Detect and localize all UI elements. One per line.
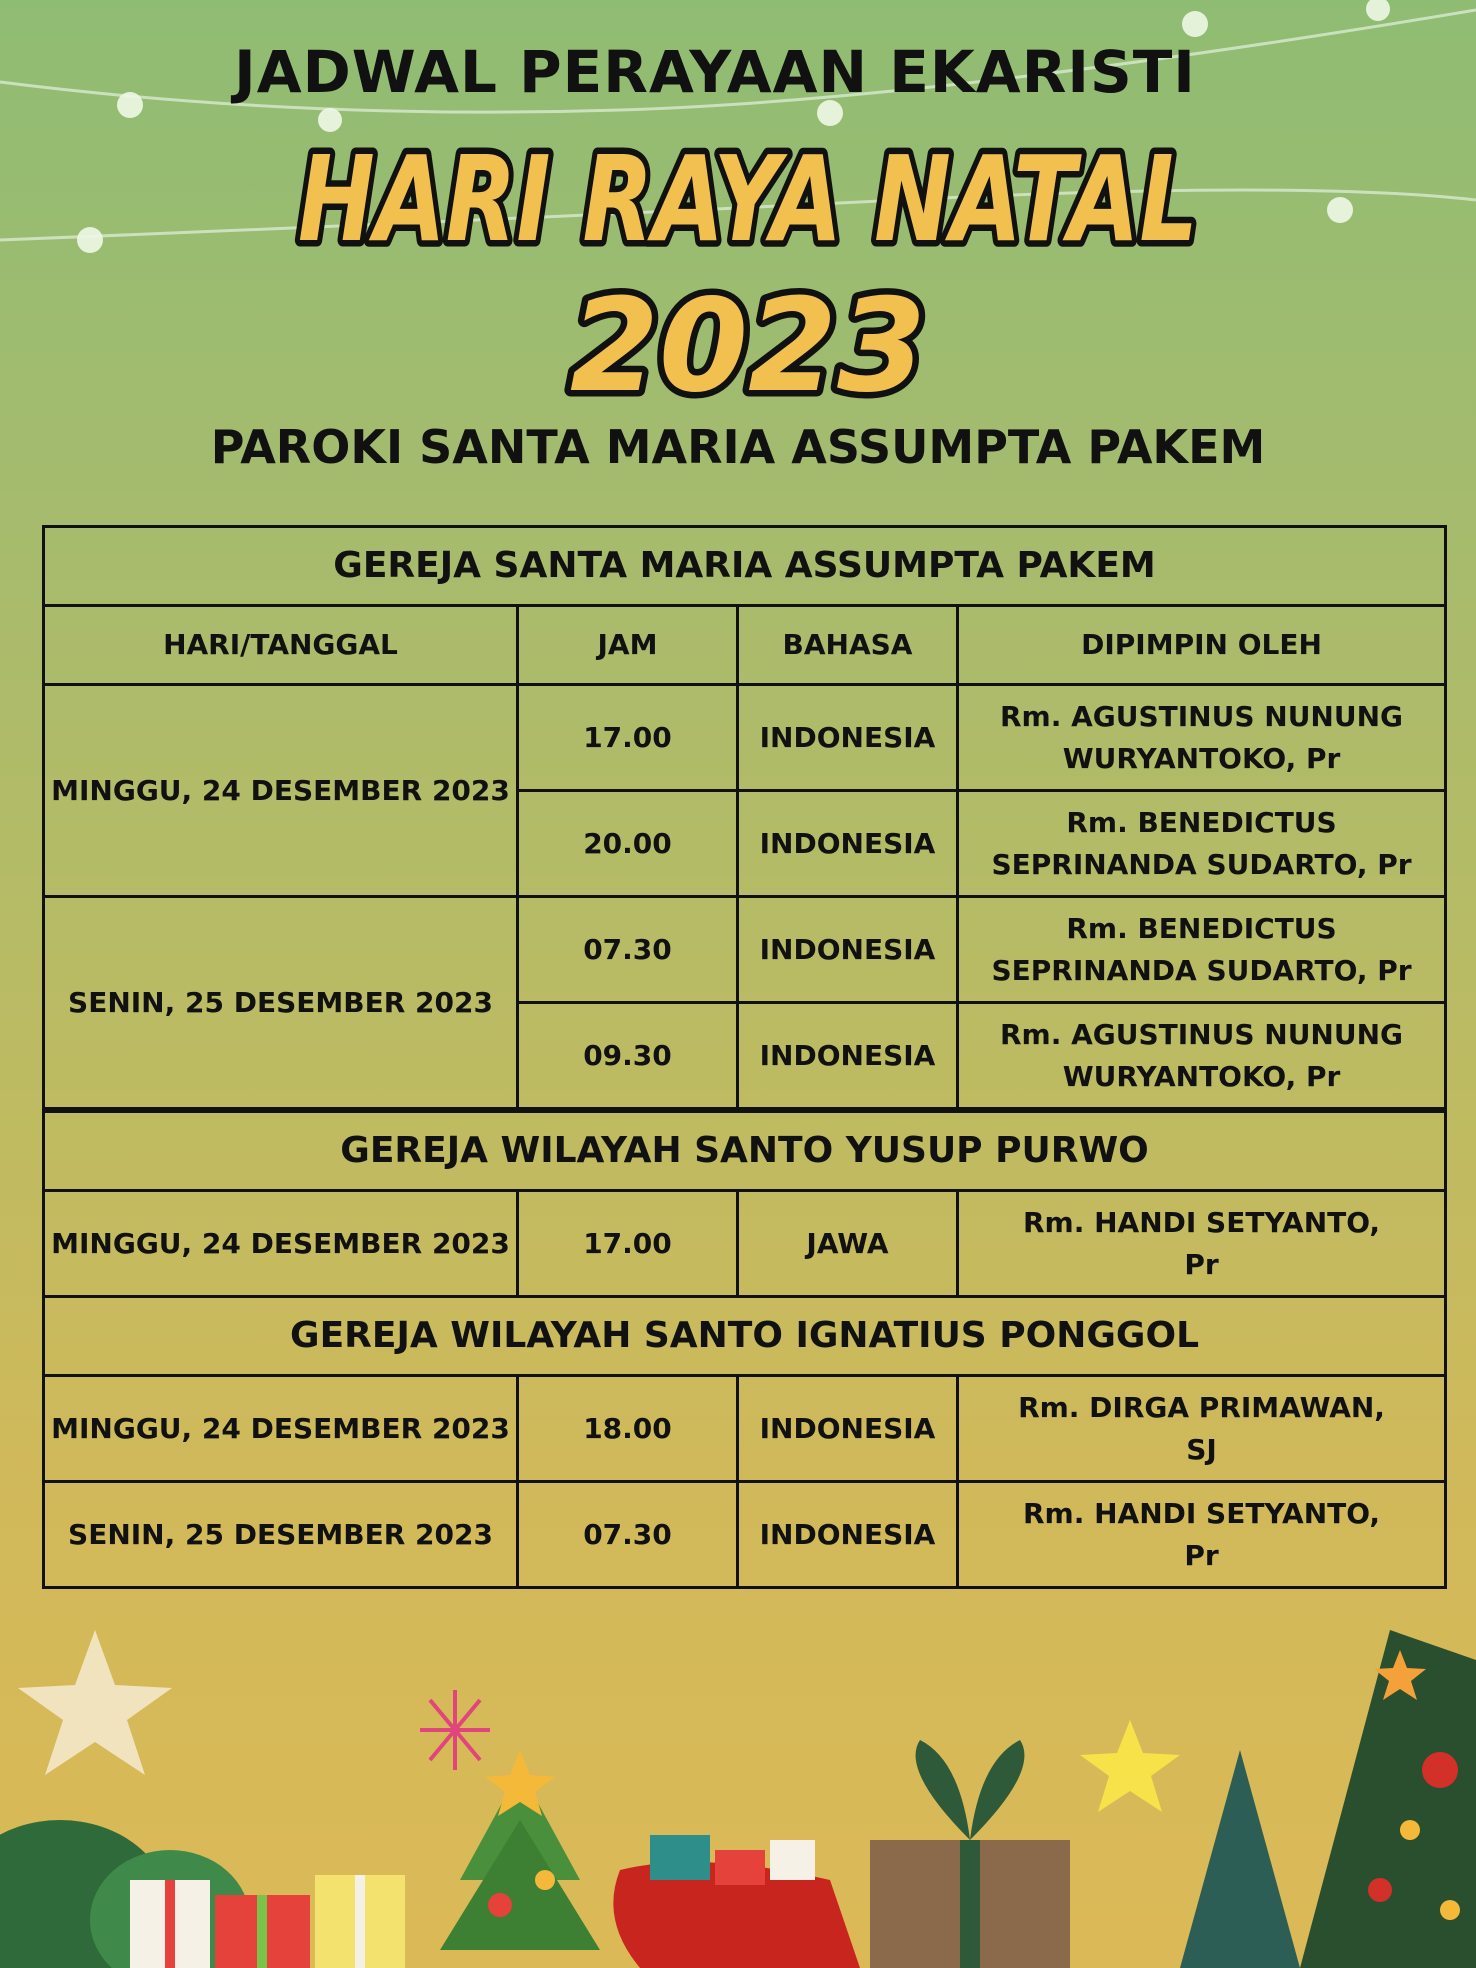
date-cell: MINGGU, 24 DESEMBER 2023 [44,1191,518,1297]
celebrant-cell [958,897,1446,1003]
column-header-date: HARI/TANGGAL [44,606,518,685]
celebrant-cell [958,1376,1446,1482]
language-cell: INDONESIA [738,791,958,897]
parish-name: PAROKI SANTA MARIA ASSUMPTA PAKEM [210,420,1266,474]
celebrant-cell [958,1482,1446,1588]
christmas-decoration-illustration [0,1620,1476,1968]
language-cell: INDONESIA [738,685,958,791]
celebrant-line: Pr [1184,1247,1219,1281]
column-header-language: BAHASA [738,606,958,685]
time-cell: 09.30 [518,1003,738,1111]
language-cell: INDONESIA [738,897,958,1003]
church-header: GEREJA WILAYAH SANTO IGNATIUS PONGGOL [44,1297,1446,1376]
celebrant-line: Pr [1184,1538,1219,1572]
time-cell: 17.00 [518,1191,738,1297]
firework-icon [420,1690,490,1770]
language-cell: JAWA [738,1191,958,1297]
time-cell: 07.30 [518,1482,738,1588]
date-cell: MINGGU, 24 DESEMBER 2023 [44,685,518,897]
celebrant-cell [958,685,1446,791]
column-header-time: JAM [518,606,738,685]
celebrant-line: SEPRINANDA SUDARTO, Pr [991,847,1412,881]
celebrant-cell [958,791,1446,897]
time-cell: 17.00 [518,685,738,791]
time-cell: 18.00 [518,1376,738,1482]
time-cell: 07.30 [518,897,738,1003]
christmas-tree-icon [440,1750,600,1950]
event-title-logo [0,125,1476,425]
time-cell: 20.00 [518,791,738,897]
wrapped-present-icon [870,1740,1070,1968]
celebrant-line: Rm. AGUSTINUS NUNUNG [999,1017,1404,1051]
christmas-tree-right [1180,1630,1476,1968]
column-header-celebrant: DIPIMPIN OLEH [958,606,1446,685]
celebrant-cell [958,1191,1446,1297]
celebrant-line: Rm. BENEDICTUS [1066,911,1337,945]
yellow-star-icon [1080,1720,1180,1812]
celebrant-line: Rm. AGUSTINUS NUNUNG [999,699,1404,733]
church-header: GEREJA WILAYAH SANTO YUSUP PURWO [44,1110,1446,1191]
celebrant-line: WURYANTOKO, Pr [1062,741,1341,775]
church-header: GEREJA SANTA MARIA ASSUMPTA PAKEM [44,527,1446,606]
date-cell: MINGGU, 24 DESEMBER 2023 [44,1376,518,1482]
celebrant-line: WURYANTOKO, Pr [1062,1059,1341,1093]
title-line-1: HARI RAYA NATAL [298,130,1198,268]
title-line-2: 2023 [569,272,927,421]
celebrant-line: Rm. BENEDICTUS [1066,805,1337,839]
gift-boxes-icon [130,1875,405,1968]
celebrant-cell [958,1003,1446,1111]
celebrant-line: SJ [1186,1432,1217,1466]
celebrant-line: Rm. HANDI SETYANTO, [1022,1205,1381,1239]
celebrant-line: Rm. DIRGA PRIMAWAN, [1018,1390,1385,1424]
celebrant-line: SEPRINANDA SUDARTO, Pr [991,953,1412,987]
schedule-heading: JADWAL PERAYAAN EKARISTI [234,38,1196,106]
language-cell: INDONESIA [738,1376,958,1482]
pine-branches-left [0,1820,250,1968]
star-icon [18,1630,172,1775]
date-cell: SENIN, 25 DESEMBER 2023 [44,1482,518,1588]
language-cell: INDONESIA [738,1003,958,1111]
language-cell: INDONESIA [738,1482,958,1588]
sleigh-icon [613,1835,860,1968]
mass-schedule-table [42,525,1447,1589]
date-cell: SENIN, 25 DESEMBER 2023 [44,897,518,1111]
celebrant-line: Rm. HANDI SETYANTO, [1022,1496,1381,1530]
